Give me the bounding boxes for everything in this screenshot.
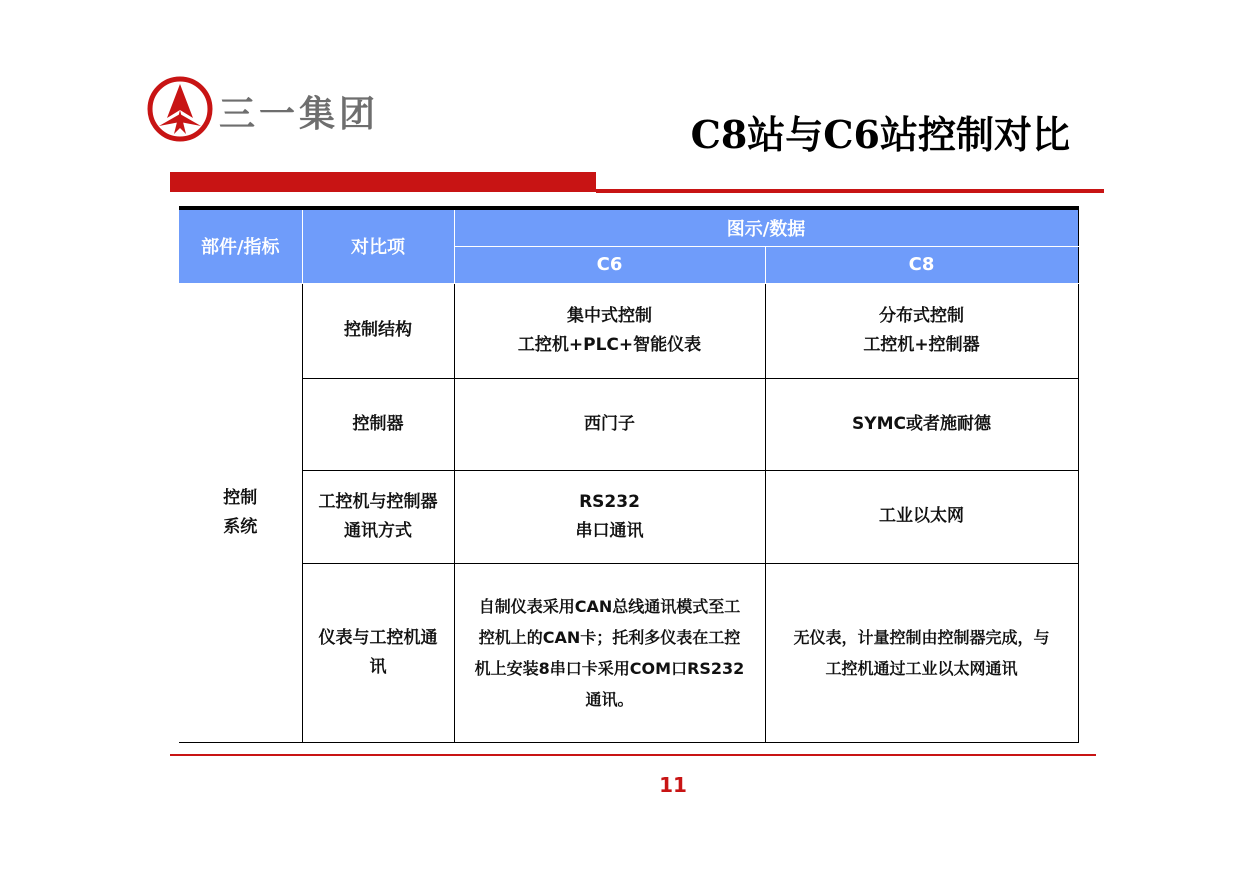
row-c6: 西门子 — [454, 378, 765, 470]
header-c6: C6 — [454, 246, 765, 283]
row-c8: SYMC或者施耐德 — [765, 378, 1078, 470]
company-name: 三一集团 — [219, 94, 380, 135]
comparison-table — [179, 206, 1079, 743]
header-bar-thick — [170, 172, 596, 192]
row-item: 工控机与控制器 通讯方式 — [302, 470, 454, 563]
row-c8: 工业以太网 — [765, 470, 1078, 563]
row-item: 控制器 — [302, 378, 454, 470]
row-c8: 无仪表，计量控制由控制器完成，与 工控机通过工业以太网通讯 — [765, 563, 1078, 742]
header-component: 部件/指标 — [179, 208, 302, 283]
table-row — [179, 283, 1078, 378]
row-item: 仪表与工控机通 讯 — [302, 563, 454, 742]
row-c8: 分布式控制 工控机+控制器 — [765, 283, 1078, 378]
header-bar-thin — [596, 189, 1104, 193]
table-row — [179, 378, 1078, 470]
row-c6: 集中式控制 工控机+PLC+智能仪表 — [454, 283, 765, 378]
sany-logo-icon — [147, 76, 213, 142]
group-label: 控制 系统 — [179, 283, 302, 742]
page-number: 11 — [659, 773, 687, 797]
row-c6: 自制仪表采用CAN总线通讯模式至工 控机上的CAN卡；托利多仪表在工控 机上安装8串口卡采用COM口RS232 通讯。 — [454, 563, 765, 742]
footer-line — [170, 754, 1096, 756]
page-title: C8站与C6站控制对比 — [690, 112, 1070, 157]
table-row — [179, 563, 1078, 742]
table-row — [179, 470, 1078, 563]
header-data-group: 图示/数据 — [454, 208, 1078, 246]
row-c6: RS232 串口通讯 — [454, 470, 765, 563]
header-item: 对比项 — [302, 208, 454, 283]
header-c8: C8 — [765, 246, 1078, 283]
row-item: 控制结构 — [302, 283, 454, 378]
